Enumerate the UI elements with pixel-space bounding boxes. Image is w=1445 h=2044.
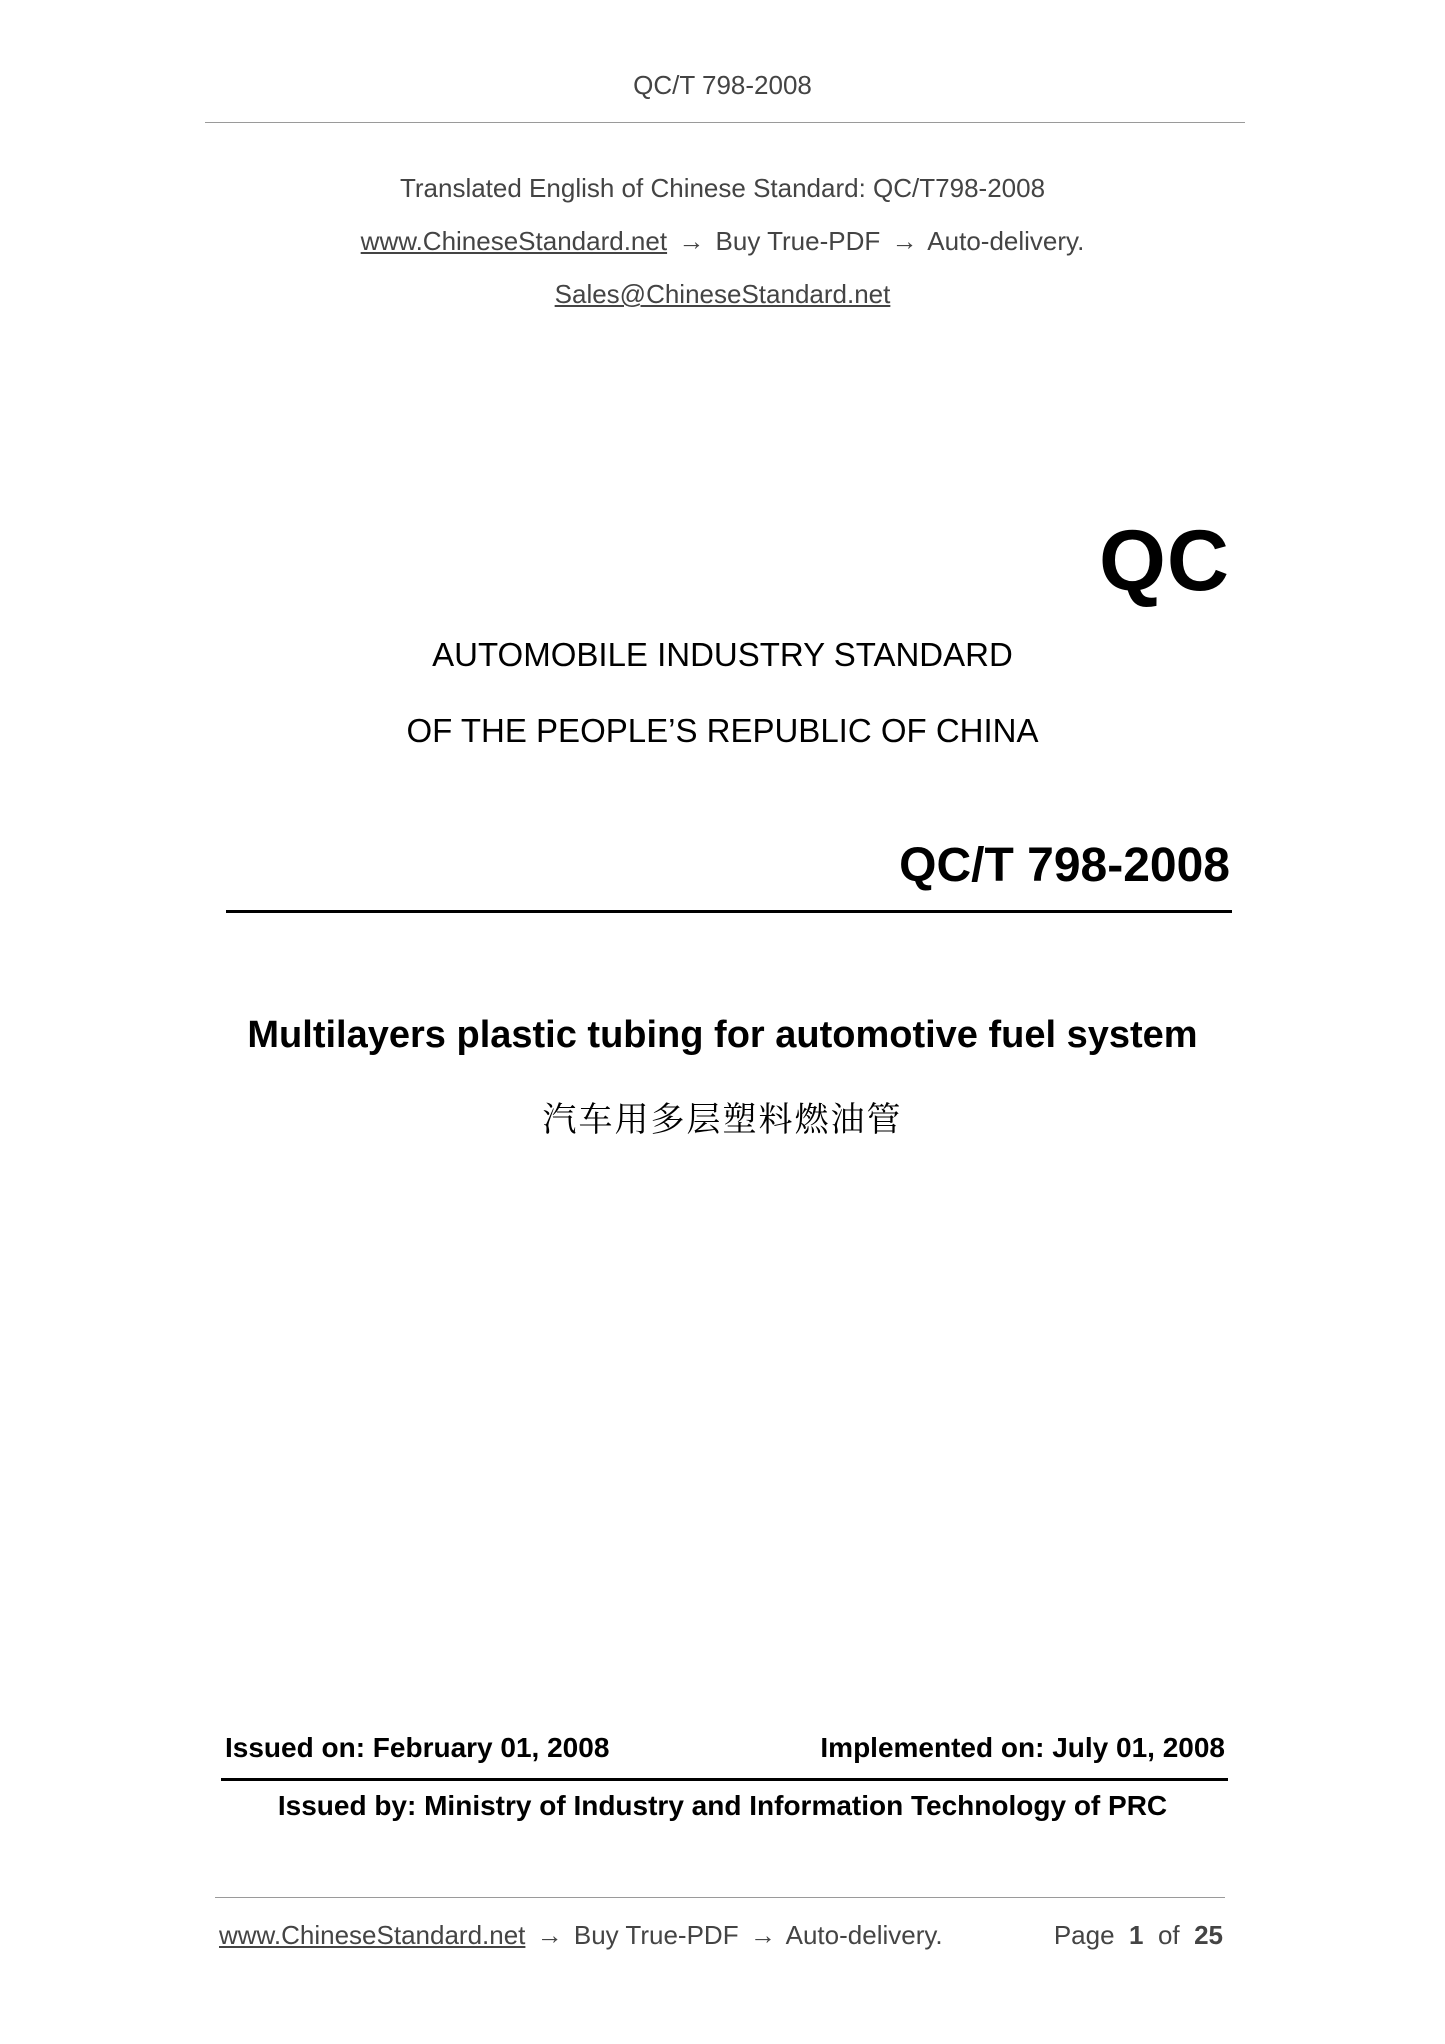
header-divider [205,122,1245,123]
delivery-text: Auto-delivery. [927,226,1085,256]
sales-line [0,279,1445,310]
title-chinese: 汽车用多层塑料燃油管 [542,1100,903,1140]
implemented-on-date: Implemented on: July 01, 2008 [820,1732,1225,1763]
footer-site-link[interactable]: www.ChineseStandard.net [219,1920,526,1950]
arrow-right-icon: → [678,226,705,256]
standard-country: OF THE PEOPLE’S REPUBLIC OF CHINA [406,712,1039,749]
translation-notice: Translated English of Chinese Standard: QC/T798-2008 [399,173,1046,203]
page-indicator [1054,1920,1223,1951]
qc-logo: QC [1099,513,1230,609]
page-total: 25 [1194,1920,1223,1950]
standard-category: AUTOMOBILE INDUSTRY STANDARD [432,636,1013,673]
arrow-right-icon: → [749,1920,776,1950]
page-label: Page [1053,1920,1115,1950]
issue-divider [221,1778,1228,1781]
purchase-line [0,226,1445,257]
site-link[interactable]: www.ChineseStandard.net [360,226,668,256]
page-current: 1 [1129,1920,1144,1950]
title-english: Multilayers plastic tubing for automotive fuel system [247,1014,1198,1056]
footer-purchase-line [219,1920,943,1951]
arrow-right-icon: → [891,226,918,256]
arrow-right-icon: → [536,1920,563,1950]
page-of-label: of [1157,1920,1180,1950]
footer-delivery-text: Auto-delivery. [785,1920,943,1950]
standard-number: QC/T 798-2008 [899,839,1230,892]
issued-on-date: Issued on: February 01, 2008 [225,1732,610,1763]
footer-divider [215,1897,1225,1898]
buy-text: Buy True-PDF [715,226,881,256]
issued-by: Issued by: Ministry of Industry and Information Technology of PRC [277,1790,1168,1821]
running-header: QC/T 798-2008 [633,70,812,100]
footer-buy-text: Buy True-PDF [573,1920,739,1950]
standard-divider [226,910,1232,913]
sales-email-link[interactable]: Sales@ChineseStandard.net [554,279,891,309]
